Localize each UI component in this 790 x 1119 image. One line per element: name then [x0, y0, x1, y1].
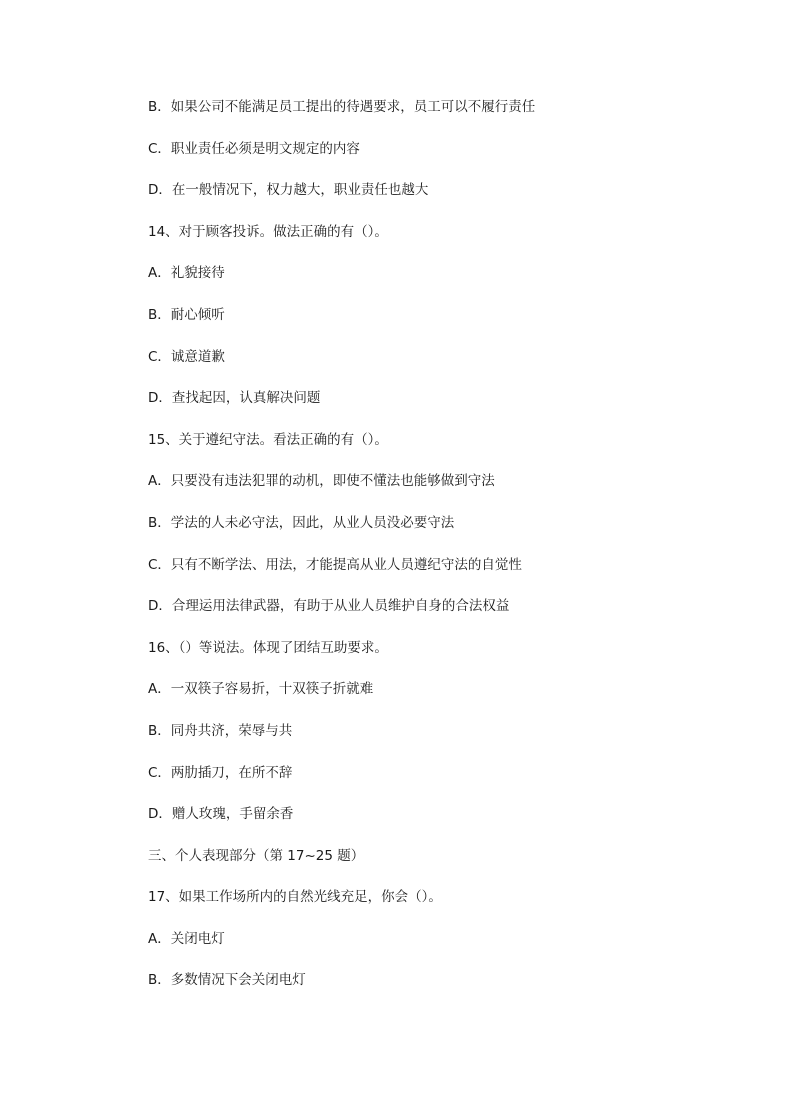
- question-15: 15、关于遵纪守法。看法正确的有（）。: [148, 431, 388, 448]
- option-13c: C．职业责任必须是明文规定的内容: [148, 140, 360, 157]
- option-14a: A．礼貌接待: [148, 265, 225, 282]
- option-15d: D．合理运用法律武器，有助于从业人员维护自身的合法权益: [148, 598, 510, 615]
- question-17: 17、如果工作场所内的自然光线充足，你会（）。: [148, 889, 442, 906]
- option-17b: B．多数情况下会关闭电灯: [148, 972, 306, 989]
- option-14c: C．诚意道歉: [148, 348, 225, 365]
- option-15a: A．只要没有违法犯罪的动机，即使不懂法也能够做到守法: [148, 473, 495, 490]
- option-14d: D．查找起因，认真解决问题: [148, 390, 321, 407]
- option-14b: B．耐心倾听: [148, 306, 225, 323]
- option-16d: D．赠人玫瑰，手留余香: [148, 806, 294, 823]
- option-16c: C．两肋插刀，在所不辞: [148, 764, 293, 781]
- question-16: 16、（）等说法。体现了团结互助要求。: [148, 639, 388, 656]
- question-14: 14、对于顾客投诉。做法正确的有（）。: [148, 223, 388, 240]
- document-body: [148, 97, 748, 1012]
- option-15c: C．只有不断学法、用法，才能提高从业人员遵纪守法的自觉性: [148, 556, 522, 573]
- option-15b: B．学法的人未必守法，因此，从业人员没必要守法: [148, 514, 455, 531]
- option-16a: A．一双筷子容易折，十双筷子折就难: [148, 681, 374, 698]
- option-13d: D．在一般情况下，权力越大，职业责任也越大: [148, 182, 429, 199]
- section-heading: 三、个人表现部分（第 17~25 题）: [148, 847, 365, 864]
- option-16b: B．同舟共济，荣辱与共: [148, 722, 293, 739]
- option-13b: B．如果公司不能满足员工提出的待遇要求，员工可以不履行责任: [148, 99, 536, 115]
- option-17a: A．关闭电灯: [148, 930, 225, 947]
